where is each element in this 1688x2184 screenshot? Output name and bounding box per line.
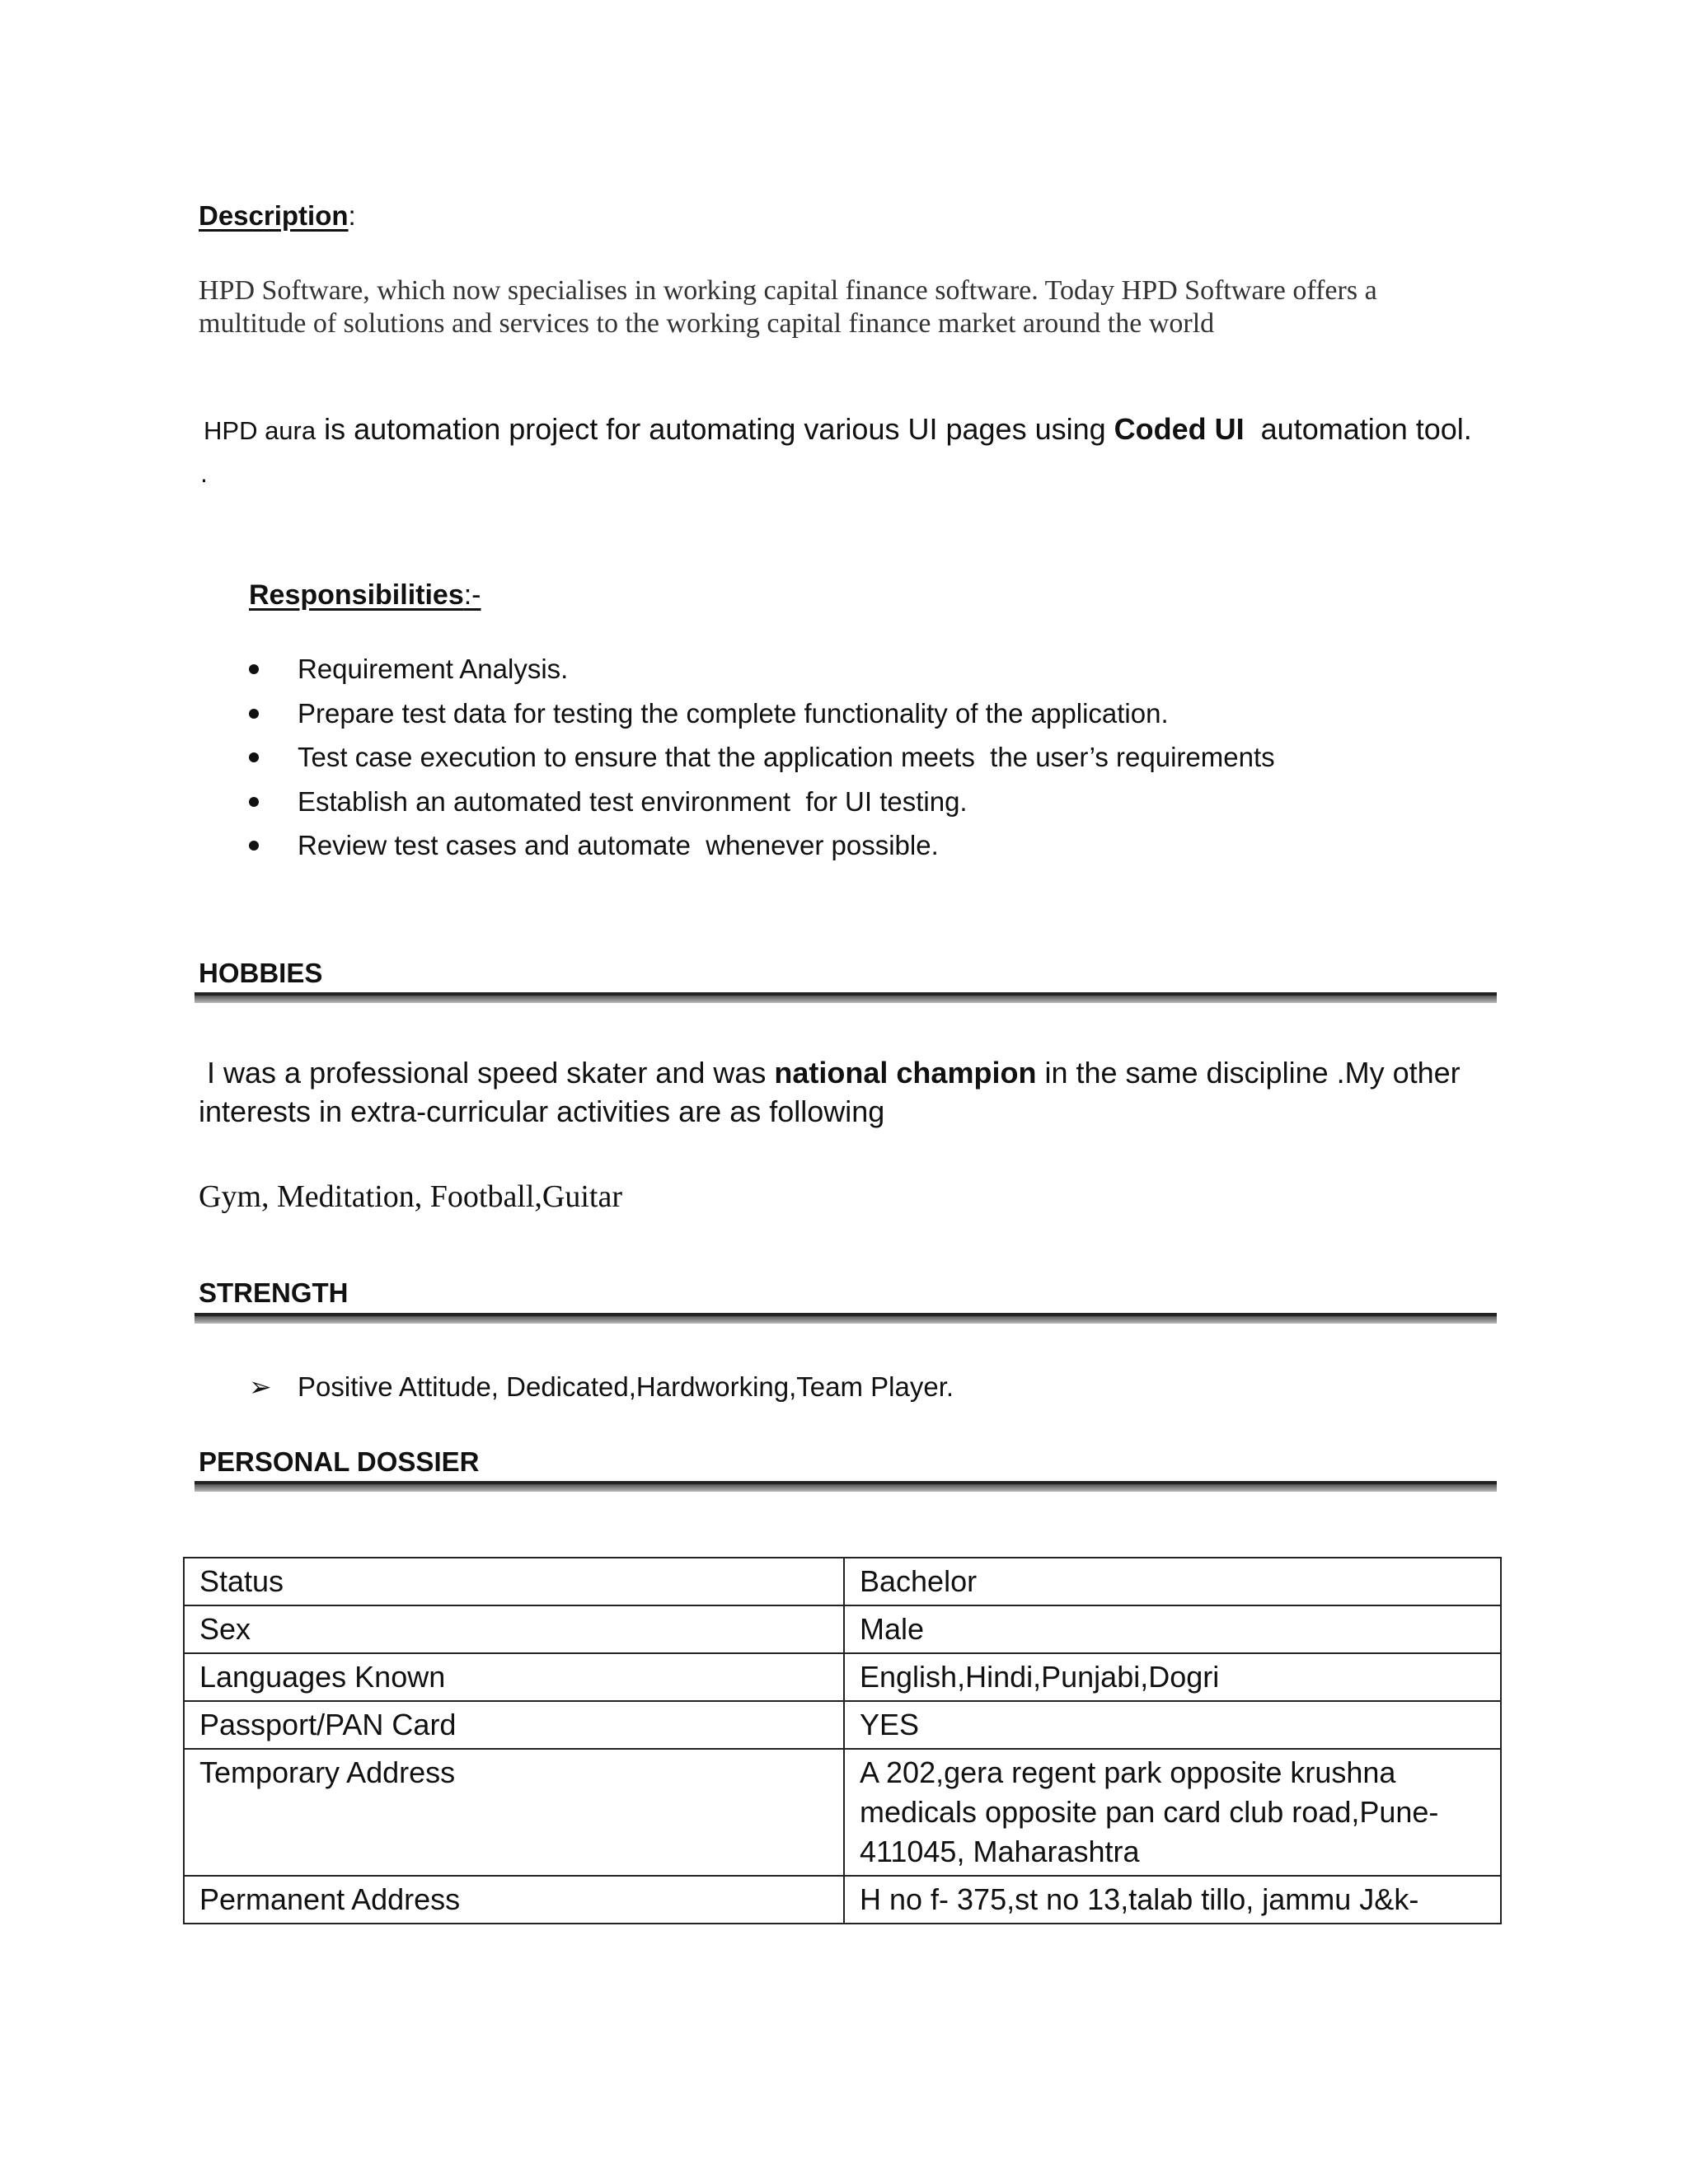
description-body: HPD Software, which now specialises in working capital finance software. Today HPD Software offers a multitude of solutions and services to the working capital finance market around the world [199,275,1377,339]
list-item: Test case execution to ensure that the application meets the user’s requirements [249,741,1275,785]
dossier-divider [195,1481,1497,1492]
dossier-label: Sex [184,1605,844,1653]
project-name: HPD aura [204,416,316,445]
responsibilities-heading-label: Responsibilities [249,579,464,611]
table-row [184,1749,1501,1876]
table-row [184,1605,1501,1653]
table-row [184,1558,1501,1605]
list-item: Review test cases and automate whenever possible. [249,829,1275,874]
dossier-label: Passport/PAN Card [184,1701,844,1749]
strength-item [249,1371,954,1403]
dossier-value: Male [844,1605,1501,1653]
description-heading [199,200,356,232]
dossier-label: Permanent Address [184,1876,844,1924]
strength-text: Positive Attitude, Dedicated,Hardworking,Team Player. [298,1371,954,1402]
responsibilities-heading-suffix: :- [463,579,481,611]
strength-divider [195,1313,1497,1324]
arrow-bullet-icon: ➢ [249,1371,272,1402]
project-text-before: is automation project for automating various UI pages using [316,412,1114,446]
list-item: Prepare test data for testing the complete functionality of the application. [249,697,1275,742]
project-text-after: automation tool. [1244,412,1472,446]
project-tool: Coded UI [1114,412,1245,446]
strength-title: STRENGTH [199,1277,349,1308]
dossier-label: Languages Known [184,1653,844,1701]
dossier-value: Bachelor [844,1558,1501,1605]
table-row [184,1701,1501,1749]
responsibilities-list [249,653,1275,874]
dossier-label: Temporary Address [184,1749,844,1876]
hobbies-divider [195,992,1497,1003]
dossier-value: A 202,gera regent park opposite krushna medicals opposite pan card club road,Pune-411045, Maharashtra [844,1749,1501,1876]
responsibilities-heading [249,579,481,612]
hobbies-paragraph [199,1053,1468,1131]
table-row [184,1653,1501,1701]
hobbies-title: HOBBIES [199,958,323,988]
description-heading-label: Description [199,200,349,231]
list-item: Establish an automated test environment for UI testing. [249,785,1275,830]
hobbies-highlight: national champion [774,1056,1037,1090]
dossier-label: Status [184,1558,844,1605]
dossier-value: H no f- 375,st no 13,talab tillo, jammu J&k- [844,1876,1501,1924]
description-heading-suffix: : [348,200,356,231]
dossier-value: English,Hindi,Punjabi,Dogri [844,1653,1501,1701]
table-row [184,1876,1501,1924]
project-summary [204,412,1472,447]
dossier-table [183,1557,1502,1924]
list-item: Requirement Analysis. [249,653,1275,697]
stray-dot: . [200,458,208,488]
hobbies-list: Gym, Meditation, Football,Guitar [199,1179,623,1214]
dossier-value: YES [844,1701,1501,1749]
hobbies-text-after: in the same discipline .My other interests in extra-curricular activities are as following [199,1056,1461,1128]
dossier-title: PERSONAL DOSSIER [199,1446,480,1477]
hobbies-text-before: I was a professional speed skater and was [207,1056,775,1090]
